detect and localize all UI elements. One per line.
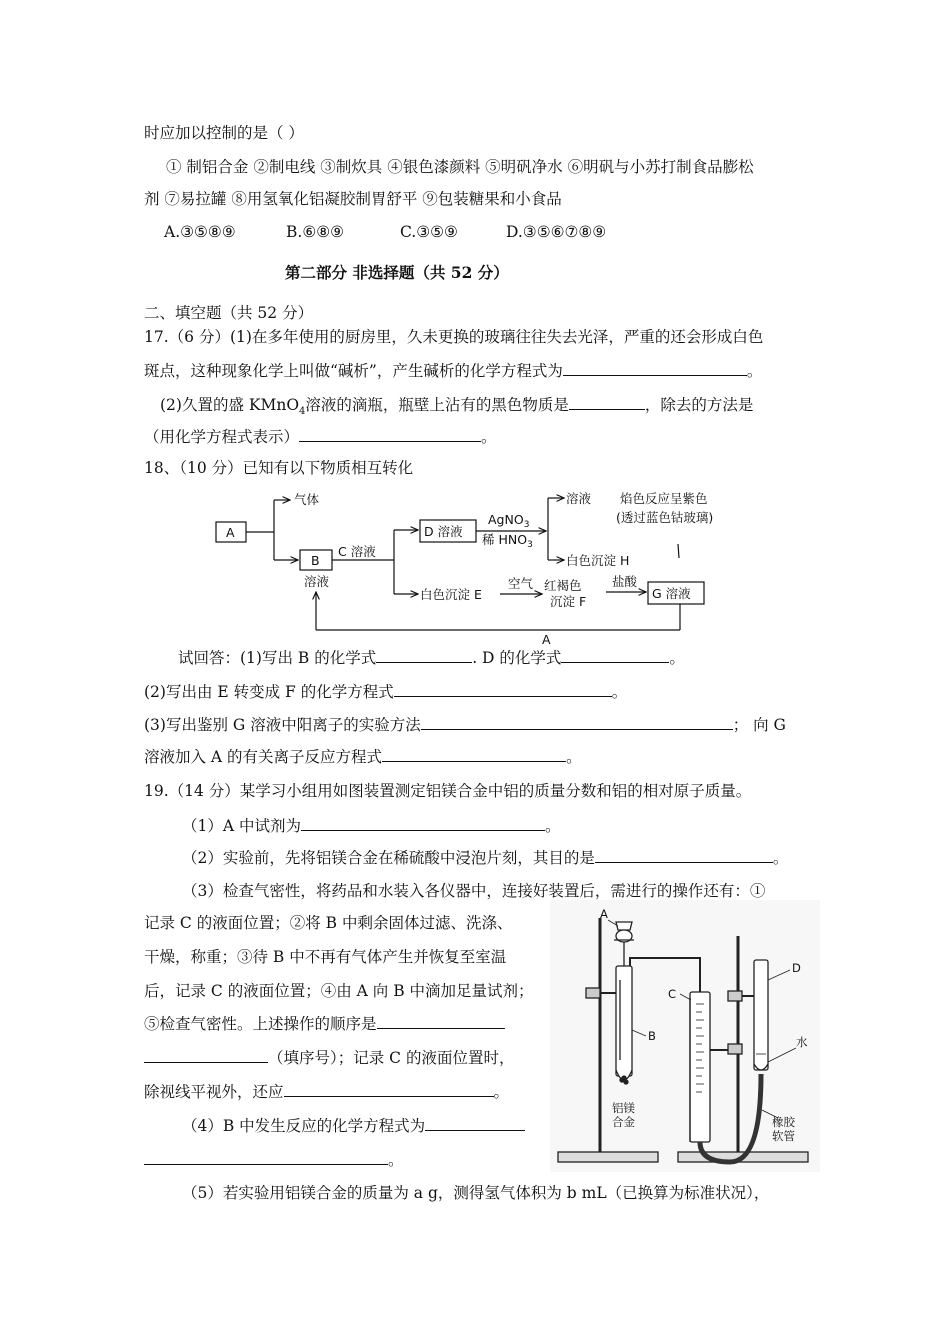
label-gas: 气体 xyxy=(294,492,320,507)
apparatus-label-rubber-2: 软管 xyxy=(772,1129,795,1143)
apparatus-label-water: 水 xyxy=(796,1035,808,1049)
label-red-brown-2: 沉淀 F xyxy=(550,594,587,609)
q19-p2-text: （2）实验前，先将铝镁合金在稀硫酸中浸泡片刻，其目的是 xyxy=(182,849,595,867)
q17-line2 xyxy=(144,359,762,382)
label-b: B xyxy=(311,553,320,568)
q19-blank-4b[interactable] xyxy=(144,1148,388,1165)
label-flame-2: (透过蓝色钴玻璃) xyxy=(616,510,714,525)
label-air: 空气 xyxy=(508,576,534,591)
q18-blank-identify[interactable] xyxy=(421,713,733,730)
q19-part3-line1: （3）检查气密性，将药品和水装入各仪器中，连接好装置后，需进行的操作还有：① xyxy=(182,882,766,900)
q19-p3-line7-end: 。 xyxy=(493,1083,510,1101)
q17-line2-end: 。 xyxy=(746,362,763,380)
q17-line3-mid: 溶液的滴瓶，瓶壁上沾有的黑色物质是 xyxy=(305,396,569,414)
q18-ans1-end: 。 xyxy=(669,649,685,667)
q18-answer-4 xyxy=(144,745,582,768)
apparatus-label-b: B xyxy=(648,1029,656,1043)
q19-p1-text: （1）A 中试剂为 xyxy=(182,817,301,835)
q18-ans4-text: 溶液加入 A 的有关离子反应方程式 xyxy=(144,748,383,766)
q17-answer-blank-1[interactable] xyxy=(563,359,747,376)
q19-p3-line5-text: ⑤检查气密性。上述操作的顺序是 xyxy=(144,1015,377,1033)
apparatus-label-rubber-1: 橡胶 xyxy=(772,1115,795,1129)
q19-p3-line6-text: （填序号）；记录 C 的液面位置时， xyxy=(268,1049,515,1067)
q19-line1: 19.（14 分）某学习小组用如图装置测定铝镁合金中铝的质量分数和铝的相对原子质量。 xyxy=(144,782,752,800)
q18-blank-d-formula[interactable] xyxy=(561,646,669,663)
q17-answer-blank-3[interactable] xyxy=(299,425,481,442)
q17-answer-blank-2[interactable] xyxy=(569,393,645,410)
label-loop-a: A xyxy=(542,632,551,647)
q18-ans4-end: 。 xyxy=(566,748,582,766)
label-hcl: 盐酸 xyxy=(612,574,638,589)
q19-p2-end: 。 xyxy=(772,849,789,867)
q16-stem-tail: 时应加以控制的是（ ） xyxy=(144,124,304,142)
label-white-h: 白色沉淀 H xyxy=(566,553,630,568)
part2-title: 第二部分 非选择题（共 52 分） xyxy=(285,263,509,282)
label-hno3: 稀 $HNO_3$ xyxy=(482,532,533,550)
q17-line2-text: 斑点，这种现象化学上叫做“碱析”，产生碱析的化学方程式为 xyxy=(144,362,563,380)
q16-items-line2: 剂 ⑦易拉罐 ⑧用氢氧化铝凝胶制胃舒平 ⑨包装糖果和小食品 xyxy=(144,190,562,208)
label-g-solution: G 溶液 xyxy=(652,586,691,601)
q18-ans1-text: 试回答：(1)写出 B 的化学式 xyxy=(178,649,377,667)
q19-part3-line5 xyxy=(144,1012,505,1035)
q19-blank-1[interactable] xyxy=(301,814,545,831)
apparatus-label-alloy-1: 铝镁 xyxy=(612,1101,635,1115)
label-white-e: 白色沉淀 E xyxy=(420,587,482,602)
q19-p1-end: 。 xyxy=(544,817,561,835)
q19-p3-line7-text: 除视线平视外，还应 xyxy=(144,1083,284,1101)
q16-option-c: C.③⑤⑨ xyxy=(400,223,458,241)
q18-ans3-end: ； 向 G xyxy=(732,716,786,734)
q17-line4-end: 。 xyxy=(481,428,497,446)
label-b-solution: 溶液 xyxy=(304,574,330,589)
q19-blank-2[interactable] xyxy=(595,846,773,863)
q19-p4-text: （4）B 中发生反应的化学方程式为 xyxy=(182,1117,426,1135)
q16-items-line1: ① 制铝合金 ②制电线 ③制炊具 ④银色漆颜料 ⑤明矾净水 ⑥明矾与小苏打制食品膨松 xyxy=(166,158,754,176)
label-d-solution: D 溶液 xyxy=(424,524,463,539)
section-title: 二、填空题（共 52 分） xyxy=(144,304,314,322)
q18-ans1-mid: . D 的化学式 xyxy=(472,649,562,667)
q18-line1: 18、（10 分）已知有以下物质相互转化 xyxy=(144,459,414,477)
q18-ans2-end: 。 xyxy=(611,683,628,701)
q19-p4-end: 。 xyxy=(388,1151,404,1169)
label-c-solution: C 溶液 xyxy=(338,544,376,559)
q19-blank-4a[interactable] xyxy=(425,1114,525,1131)
q18-blank-b-formula[interactable] xyxy=(376,646,472,663)
label-solution: 溶液 xyxy=(566,491,592,506)
q18-ans2-text: (2)写出由 E 转变成 F 的化学方程式 xyxy=(144,683,394,701)
q17-line3-text: (2)久置的盛 KMnO xyxy=(160,396,300,414)
q19-part4 xyxy=(182,1114,525,1137)
q19-part3-line2: 记录 C 的液面位置；②将 B 中剩余固体过滤、洗涤、 xyxy=(144,914,513,932)
q17-subscript: 4 xyxy=(299,406,306,418)
left-stand-base xyxy=(558,1152,658,1162)
q17-line3 xyxy=(160,393,753,423)
q19-part3-line6 xyxy=(144,1046,514,1069)
q19-part3-line3: 干燥，称重；③待 B 中不再有气体产生并恢复至室温 xyxy=(144,948,507,966)
apparatus-label-c: C xyxy=(668,987,677,1001)
apparatus-label-a: A xyxy=(600,907,608,921)
q19-part1 xyxy=(182,814,561,837)
q19-blank-3[interactable] xyxy=(284,1080,494,1097)
q17-line4 xyxy=(144,425,497,448)
q18-ans3-text: (3)写出鉴别 G 溶液中阳离子的实验方法 xyxy=(144,716,421,734)
q16-option-b: B.⑥⑧⑨ xyxy=(286,223,345,241)
conversion-diagram xyxy=(200,478,760,648)
q19-part5: （5）若实验用铝镁合金的质量为 a g，测得氢气体积为 b mL（已换算为标准状况）， xyxy=(182,1184,770,1202)
q17-line3-end: ，除去的方法是 xyxy=(644,396,754,414)
q19-blank-order-a[interactable] xyxy=(377,1012,505,1029)
label-agno3: AgNO$_3$ xyxy=(488,512,530,530)
label-a: A xyxy=(226,525,235,540)
q19-part4-line2 xyxy=(144,1148,404,1171)
apparatus-label-alloy-2: 合金 xyxy=(612,1115,635,1129)
apparatus-label-d: D xyxy=(792,961,801,975)
q16-option-d: D.③⑤⑥⑦⑧⑨ xyxy=(506,223,607,241)
apparatus-diagram xyxy=(550,900,820,1172)
q18-answer-3 xyxy=(144,713,786,736)
label-red-brown-1: 红褐色 xyxy=(544,578,582,593)
q19-part3-line4: 后，记录 C 的液面位置；④由 A 向 B 中滴加足量试剂； xyxy=(144,982,534,1000)
q17-line4-text: （用化学方程式表示） xyxy=(144,428,300,446)
q19-blank-order-b[interactable] xyxy=(144,1046,268,1063)
q18-answer-2 xyxy=(144,680,627,703)
q18-blank-ionic[interactable] xyxy=(382,745,566,762)
q18-answer-1 xyxy=(178,646,685,669)
q19-part3-line7 xyxy=(144,1080,509,1103)
q19-part2 xyxy=(182,846,788,869)
q18-blank-e-to-f[interactable] xyxy=(394,680,612,697)
q16-option-a: A.③⑤⑧⑨ xyxy=(164,223,236,241)
label-flame-1: 焰色反应呈紫色 xyxy=(620,491,708,506)
q17-line1: 17.（6 分）(1)在多年使用的厨房里，久未更换的玻璃往往失去光泽，严重的还会形成白色 xyxy=(144,328,764,346)
